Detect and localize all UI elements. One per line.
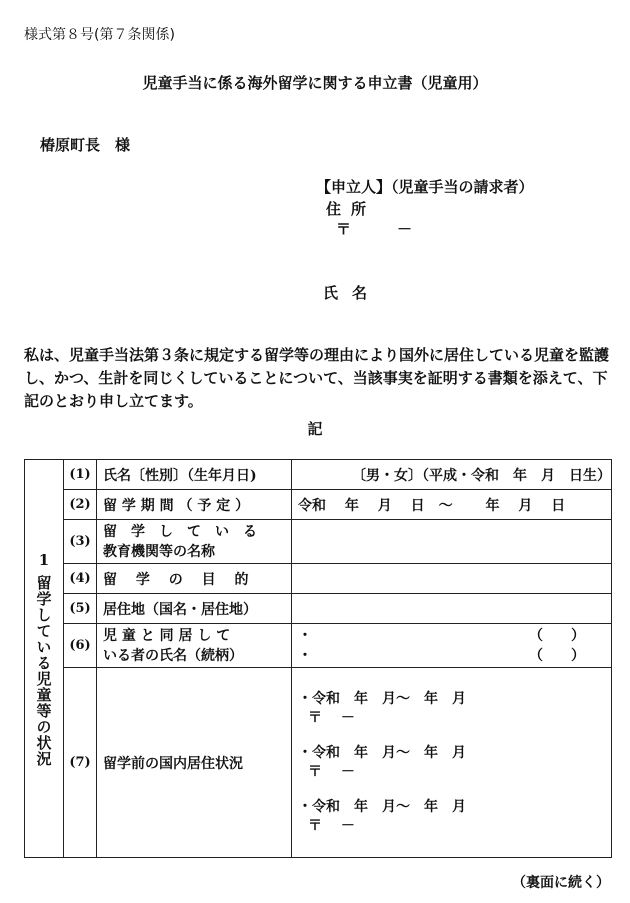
name-label: 氏名 xyxy=(323,284,382,302)
row-number: (4) xyxy=(64,564,97,594)
row-label-line: 留 学 し て い る xyxy=(103,523,257,540)
ki-heading: 記 xyxy=(307,420,323,438)
residence-entry xyxy=(298,798,611,836)
cohabitant-field[interactable] xyxy=(292,624,612,668)
document-title: 児童手当に係る海外留学に関する申立書（児童用） xyxy=(142,74,488,92)
table-row xyxy=(25,460,612,490)
residence-field[interactable] xyxy=(292,594,612,624)
section-number: 1 xyxy=(38,550,50,569)
row-label: 氏名〔性別〕（生年月日) xyxy=(97,460,292,490)
row-number: (3) xyxy=(64,520,97,564)
status-table xyxy=(24,459,612,858)
form-number: 様式第８号(第７条関係) xyxy=(24,27,175,43)
addressee: 椿原町長 様 xyxy=(40,136,131,154)
postal-mark: 〒 xyxy=(336,220,352,238)
row-number: (5) xyxy=(64,594,97,624)
section-cell xyxy=(25,460,64,858)
row-label-line: いる者の氏名（続柄） xyxy=(103,647,243,664)
residence-period: ・令和 年 月～ 年 月 xyxy=(298,798,466,815)
row-label xyxy=(97,624,292,668)
row-label-line: 教育機関等の名称 xyxy=(103,543,215,560)
postal-dash: － xyxy=(397,220,413,238)
residence-period: ・令和 年 月～ 年 月 xyxy=(298,744,466,761)
name-gender-dob-field[interactable]: 〔男・女〕（平成・令和 年 月 日生） xyxy=(292,460,612,490)
prior-residence-field[interactable] xyxy=(292,668,612,858)
table-row xyxy=(25,564,612,594)
residence-period: ・令和 年 月～ 年 月 xyxy=(298,690,466,707)
postal-code-line xyxy=(336,218,412,239)
study-purpose-field[interactable] xyxy=(292,564,612,594)
table-row xyxy=(25,594,612,624)
row-label: 居住地（国名・居住地） xyxy=(97,594,292,624)
row-label: 留学前の国内居住状況 xyxy=(97,668,292,858)
row-number: (6) xyxy=(64,624,97,668)
cohabitant-line: ・ （ ） xyxy=(298,627,585,644)
section-label: 留学している児童等の状況 xyxy=(34,574,53,767)
row-number: (7) xyxy=(64,668,97,858)
study-period-field[interactable]: 令和 年 月 日 ～ 年 月 日 xyxy=(292,490,612,520)
row-label xyxy=(97,520,292,564)
applicant-heading: 【申立人】（児童手当の請求者） xyxy=(316,178,534,196)
table-row xyxy=(25,520,612,564)
institution-name-field[interactable] xyxy=(292,520,612,564)
residence-postal: 〒 － xyxy=(308,817,355,834)
residence-entry xyxy=(298,690,611,728)
row-number: (1) xyxy=(64,460,97,490)
statement-text: 私は、児童手当法第３条に規定する留学等の理由により国外に居住している児童を監護し、かつ、生計を同じくしていることについて、当該事実を証明する書類を添えて、下記のとおり申し立てます。 xyxy=(24,346,610,410)
residence-postal: 〒 － xyxy=(308,763,355,780)
table-row xyxy=(25,624,612,668)
cohabitant-line: ・ （ ） xyxy=(298,647,585,664)
table-row xyxy=(25,668,612,858)
row-label: 留 学 期 間 （ 予 定 ） xyxy=(97,490,292,520)
continued-note: （裏面に続く） xyxy=(512,875,610,891)
address-label: 住所 xyxy=(326,200,377,218)
row-label: 留 学 の 目 的 xyxy=(97,564,292,594)
row-number: (2) xyxy=(64,490,97,520)
residence-postal: 〒 － xyxy=(308,709,355,726)
table-row xyxy=(25,490,612,520)
residence-entry xyxy=(298,744,611,782)
row-label-line: 児 童 と 同 居 し て xyxy=(103,627,231,644)
